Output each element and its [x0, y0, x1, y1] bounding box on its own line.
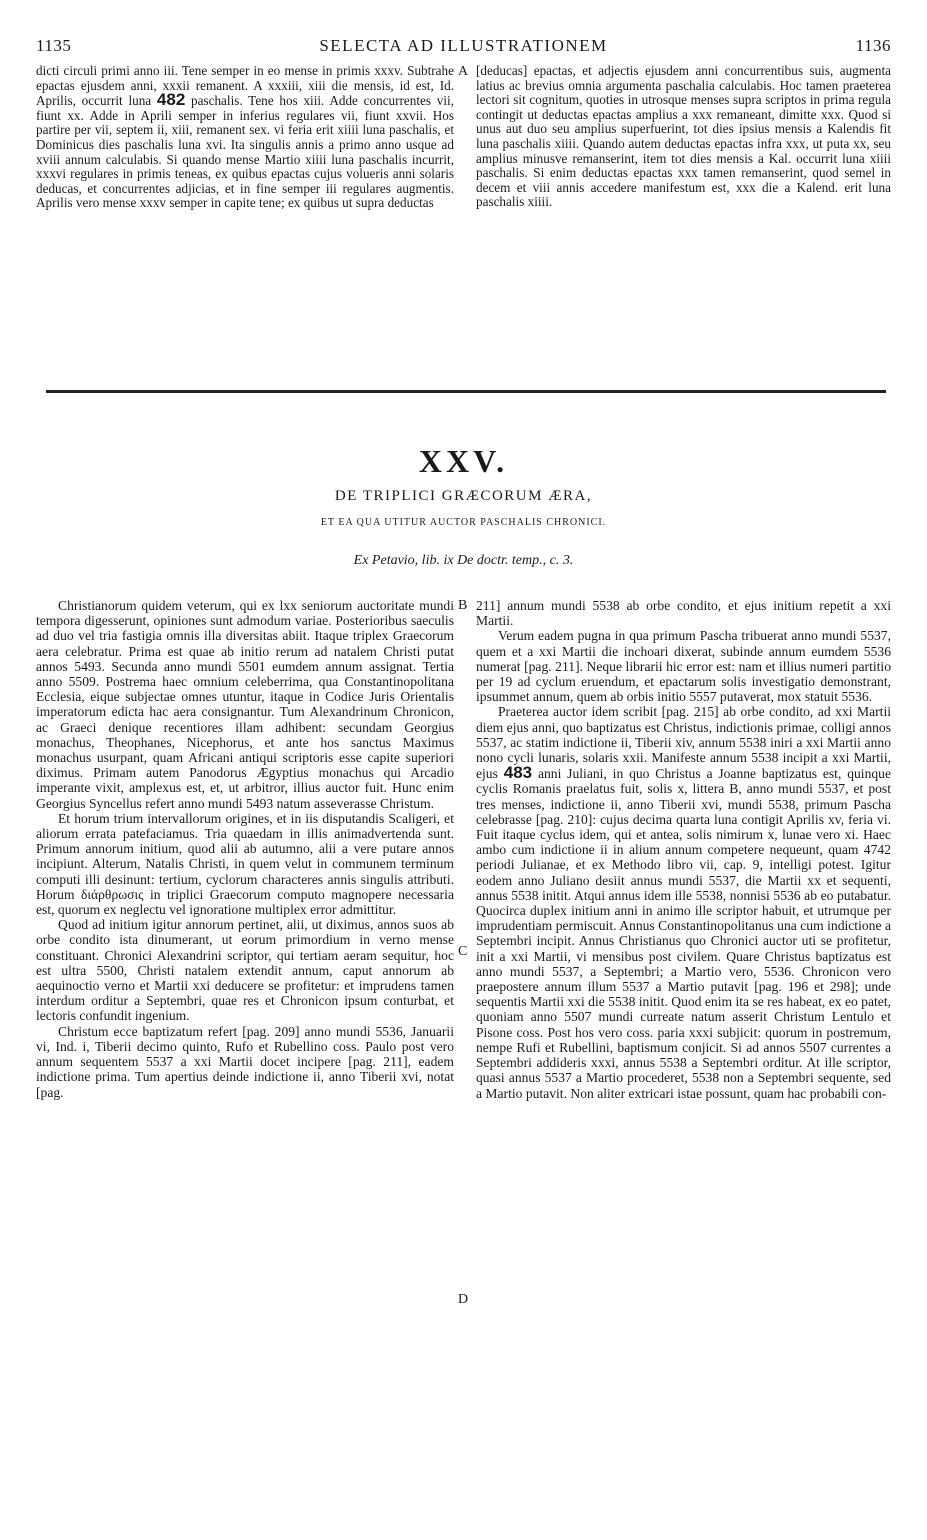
section-number: XXV.: [418, 443, 509, 479]
left-page-number: 1135: [36, 36, 72, 55]
paragraph: Et horum trium intervallorum origines, et in iis disputandis Scaligeri, et aliorum errata patefaciamus. Tria quaedam in illis animadvertenda sunt. Primum annorum initium, quod alii ab autumno, alii a vere putare annos incipiunt. Alterum, Natalis Christi, in quem velut in communem terminum computi illi desinunt: tertium, cyclorum characteres annis singulis attributi. Horum διάρθρωσις in triplici Graecorum computo magnopere necessaria est, quorum ex neglectu vel ignoratione multiplex error admittitur.: [36, 810, 454, 918]
section-source: Ex Petavio, lib. ix De doctr. temp., c. 3.: [353, 553, 574, 568]
margin-marker-c: C: [458, 944, 468, 959]
paragraph: Christum ecce baptizatum refert [pag. 209] anno mundi 5536, Januarii vi, Ind. i, Tiberii decimo quinto, Rufo et Rubellino coss. Paulo post vero annum sequentem 5537 a xxi Martii docet incipere [pag. 211], eadem indictione prima. Tum apertius deinde indictione ii, anno Tiberii xvi, notat [pag.: [36, 1023, 454, 1100]
bottom-right-column: [476, 598, 891, 1101]
top-left-text: dicti circuli primi anno iii. Tene semper in eo mense in primis xxxv. Subtrahe epactas ejusdem anni, xxxii remanent. A xxxiii, xiii die mensis, id est, Id. Aprilis, occurrit luna 482 paschalis. Tene hos xiii. Adde concurrentes vii, fiunt xx. Adde in Aprili semper in inferius regulares vii, fiunt xxvii. Hos partire per vii, septem ii, xiii, remanent sex. vi feria erit xiiii luna paschalis, et Dominicus dies paschalis luna xvi. Ita singulis annis a primo anno usque ad xviii annum calculabis. Si quando mense Martio xiiii luna paschalis incurrit, xxxvi regulares in primis teneas, ex quibus epactas cujus volueris anni solaris deducas, et concurrentes adjicias, et in fine semper iii regulares augmentis. Aprilis vero mense xxxv semper in capite tene; ex quibus ut supra deductas: [36, 63, 454, 211]
top-right-column: [476, 64, 891, 210]
section-divider: [46, 390, 886, 393]
top-left-column: [36, 64, 454, 211]
margin-marker-d: D: [458, 1292, 469, 1307]
margin-marker-b: B: [458, 598, 468, 613]
running-header: [36, 36, 891, 58]
section-title: DE TRIPLICI GRÆCORUM ÆRA,: [334, 488, 593, 504]
section-subtitle: ET EA QUA UTITUR AUCTOR PASCHALIS CHRONICI.: [320, 517, 607, 528]
running-title: SELECTA AD ILLUSTRATIONEM: [319, 36, 608, 55]
paragraph: 211] annum mundi 5538 ab orbe condito, et ejus initium repetit a xxi Martii.: [476, 598, 891, 629]
folio-marker: 483: [503, 763, 533, 783]
bottom-left-column: [36, 598, 454, 1100]
paragraph: Praeterea auctor idem scribit [pag. 215] ab orbe condito, ad xxi Martii diem ejus anni, quo baptizatus est Christus, indictionis primae, colligi annos 5537, ac statim indictione ii, Tiberii xiv, annum 5538 iniri a xxi Martii anno nono cycli lunaris, solaris xxii. Manifeste annum 5538 incipit a xxi Martii, ejus 483 anni Juliani, in quo Christus a Joanne baptizatus est, quinque cyclis Romanis praelatus fuit, solis x, littera B, anno mundi 5537, et post tres menses, indictione ii, anno Tiberii xvi, mundi 5538, primum Pascha celebrasse [pag. 210]: cujus decima quarta luna contigit Aprilis xv, feria vi. Fuit itaque cyclus idem, qui et antea, solis nimirum x, lunae vero xi. Haec ambo cum indictione ii in alium annum competere nequeunt, quam 4742 periodi Julianae, et ex Methodo libro vii, cap. 9, intelligi potest. Igitur eodem anno Juliano desiit annus mundi 5537, die Martii xx et sequenti, annus 5538 initit. Atqui annus idem ille 5538, nonnisi 5536 ab eo putabatur. Quocirca duplex initium anni in animo ille scriptor habuit, et utrumque per imprudentiam permiscuit. Annus Constantinopolitanus una cum indictione a Septembri incipit. Annus Christianus quo Chronici auctor uti se profitetur, init a xxi Martii, vi mensibus post civilem. Quare Christus baptizatus est anno mundi 5537, a Septembri; a Martio vero, 5536. Chronicon vero praepostere annum illum 5537 a Martio putavit [pag. 196 et 298]; unde sequentis Martii xxi die 5538 initit. Quod enim ita se res habeat, ex eo patet, quoniam anno 5507 mundi curreate natum asserit Christum Lentulo et Pisone coss. Post hos vero coss. paria xxxi subjicit: quorum in postremum, nempe Rufi et Rubellini, baptismum conjicit. Si ad annos 5507 currentes a Septembri addideris xxxi, annus 5538 a Septembri orditur. At ille scriptor, quasi annus 5537 a Martio procederet, 5538 non a Septembri sequente, sed a Martio putavit. Non aliter extricari istae possunt, quam hac probabili con-: [476, 704, 891, 1101]
paragraph: Verum eadem pugna in qua primum Pascha tribuerat anno mundi 5537, quem et a xxi Martii die inchoari dixerat, subinde annum eumdem 5536 numerat [pag. 211]. Neque librarii hic error est: nam et illius numeri partitio per 19 ad cyclum eruendum, et epactarum solis investigatio demonstrant, ipsummet annum, quem ab orbis initio 5557 putaverat, mox statuit 5536.: [476, 628, 891, 705]
paragraph: Quod ad initium igitur annorum pertinet, alii, ut diximus, annos suos ab orbe condito ista dinumerant, ut eorum primordium in verno mense constituant. Chronici Alexandrini scriptor, qui tertiam aeram sequitur, hoc est ultra 5500, Christi natalem extendit annum, caput annorum ab aequinoctio verno et Martii xxi deducere se profitetur: et imprudens tamen interdum orditur a Septembri, quae res et Chronicon ipsum conturbat, et lectoris confundit ingenium.: [36, 917, 454, 1024]
paragraph: Christianorum quidem veterum, qui ex lxx seniorum auctoritate mundi tempora digesserunt, opiniones sunt admodum variae. Posterioribus saeculis ad duo vel tria fastigia omnis illa diversitas abiit. Itaque triplex Graecorum aera celebratur. Prima est quae ab initio rerum ad natalem Christi putat annos 5493. Secunda anno mundi 5501 eumdem annum assignat. Tertia anno 5509. Postrema haec omnium celeberrima, qua Constantinopolitana Ecclesia, eique subjectae omnes utuntur, itaque in Codice Juris Orientalis imperatorum edicta hac aera consignantur. Tum Alexandrinum Chronicon, ac Graeci denique recentiores illam adhibent: secundam Georgius monachus, Theophanes, Nicephorus, et ante hos sanctus Maximus monachus usurpant, quam Africani antiqui scriptoris esse capite superiori diximus. Primam autem Panodorus Ægyptius monachus qui Arcadio imperante vixit, amplexus est, et, ut arbitror, illius auctor fuit. Hunc enim Georgius Syncellus refert anno mundi 5493 natum asseverasse Christum.: [36, 598, 454, 811]
top-right-text: [deducas] epactas, et adjectis ejusdem anni concurrentibus suis, augmenta latius ac brevius omnia argumenta paschalia calculabis. Hoc tamen praeterea lectori sit cognitum, quoties in utrosque menses supra scriptos in prima regula contingit ut deductas epactas amplius a xxx remaneant, dimitte xxx. Quod si unus aut duo seu amplius superfuerint, tot dies ipsius mensis a Kalendis fit luna paschalis xiiii. Quando autem deductas epactas infra xxx, ut puta xx, seu amplius minusve remanserint, item tot dies mensis a Kal. occurrit luna xiiii paschalis. Si enim deductas epactas xxx tamen remanserint, quod semel in decem et viii annis accedere manifestum est, xxx die a Kalend. erit luna paschalis xiiii.: [476, 63, 891, 210]
right-page-number: 1136: [855, 36, 891, 55]
margin-marker-a: A: [458, 64, 469, 79]
folio-marker: 482: [156, 90, 186, 110]
